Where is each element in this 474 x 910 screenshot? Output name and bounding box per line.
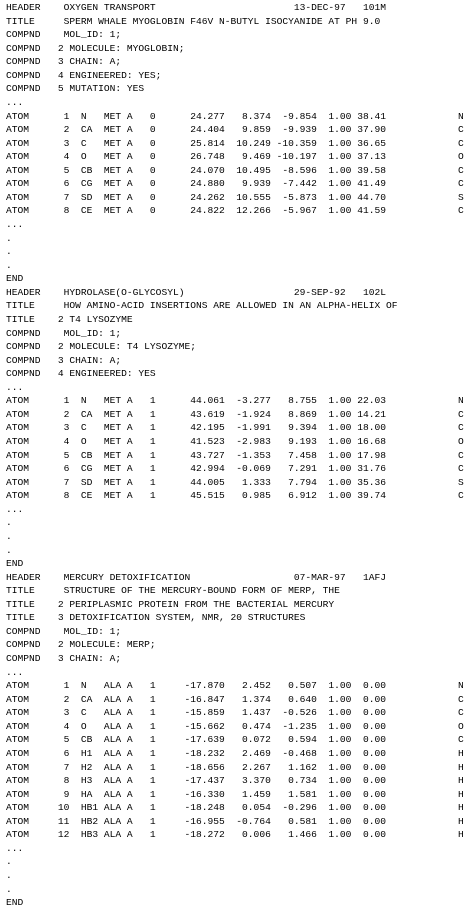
record-line-header [6, 1, 474, 15]
record-text: . [6, 530, 12, 542]
record-line-compnd [6, 28, 474, 42]
record-line-compnd [6, 354, 474, 368]
record-text: ATOM 2 CA ALA A 1 -16.847 1.374 0.640 1.00 0.00 [6, 693, 386, 705]
element-symbol: N [458, 680, 464, 692]
record-line-atom [6, 788, 474, 802]
record-text: HEADER OXYGEN TRANSPORT 13-DEC-97 101M [6, 2, 386, 13]
record-text: ATOM 5 CB MET A 1 43.727 -1.353 7.458 1.00 17.98 [6, 449, 386, 461]
record-line-ellipsis [6, 666, 474, 680]
record-line-end [6, 272, 474, 286]
element-symbol: H [458, 815, 464, 827]
element-symbol: C [458, 463, 464, 475]
record-text: ... [6, 503, 24, 515]
record-line-atom [6, 204, 474, 218]
record-text: ATOM 10 HB1 ALA A 1 -18.248 0.054 -0.296 1.00 0.00 [6, 802, 386, 814]
record-line-atom [6, 408, 474, 422]
element-symbol: C [458, 124, 464, 136]
record-line-compnd [6, 652, 474, 666]
element-symbol: H [458, 775, 464, 787]
record-line-atom [6, 150, 474, 164]
record-line-compnd [6, 69, 474, 83]
record-text: ATOM 4 O MET A 1 41.523 -2.983 9.193 1.00 16.68 [6, 436, 386, 447]
record-text: COMPND MOL_ID: 1; [6, 625, 122, 637]
record-text: COMPND 4 ENGINEERED: YES [6, 368, 156, 380]
record-line-compnd [6, 638, 474, 652]
record-line-ellipsis [6, 869, 474, 883]
record-line-ellipsis [6, 381, 474, 395]
element-symbol: C [458, 164, 464, 176]
element-symbol: C [458, 205, 464, 217]
element-symbol: H [458, 761, 464, 773]
record-line-atom [6, 476, 474, 490]
record-line-atom [6, 394, 474, 408]
element-symbol: H [458, 788, 464, 800]
element-symbol: H [458, 802, 464, 814]
record-line-end [6, 557, 474, 571]
record-text: TITLE HOW AMINO-ACID INSERTIONS ARE ALLOWED IN AN ALPHA-HELIX OF [6, 300, 398, 312]
record-line-atom [6, 693, 474, 707]
record-text: ATOM 3 C MET A 1 42.195 -1.991 9.394 1.00 18.00 [6, 422, 386, 434]
element-symbol: N [458, 395, 464, 407]
record-text: ATOM 2 CA MET A 1 43.619 -1.924 8.869 1.00 14.21 [6, 408, 386, 420]
record-line-atom [6, 706, 474, 720]
record-line-compnd [6, 42, 474, 56]
record-line-compnd [6, 55, 474, 69]
record-text: ATOM 5 CB MET A 0 24.070 10.495 -8.596 1.00 39.58 [6, 164, 386, 176]
record-line-ellipsis [6, 232, 474, 246]
record-line-compnd [6, 327, 474, 341]
record-text: . [6, 883, 12, 895]
record-line-atom [6, 435, 474, 449]
element-symbol: C [458, 707, 464, 719]
record-text: ATOM 6 H1 ALA A 1 -18.232 2.469 -0.468 1.00 0.00 [6, 747, 386, 759]
record-line-atom [6, 761, 474, 775]
record-line-ellipsis [6, 883, 474, 897]
record-line-header [6, 286, 474, 300]
element-symbol: C [458, 449, 464, 461]
record-line-ellipsis [6, 96, 474, 110]
record-line-ellipsis [6, 544, 474, 558]
record-line-atom [6, 449, 474, 463]
record-text: ATOM 8 CE MET A 1 45.515 0.985 6.912 1.00 39.74 [6, 490, 386, 502]
record-line-title [6, 15, 474, 29]
record-text: ... [6, 666, 24, 678]
record-text: COMPND 3 CHAIN: A; [6, 56, 122, 68]
record-text: COMPND 4 ENGINEERED: YES; [6, 69, 162, 81]
record-text: ATOM 7 SD MET A 1 44.005 1.333 7.794 1.00 35.36 [6, 476, 386, 488]
record-line-atom [6, 801, 474, 815]
record-line-ellipsis [6, 218, 474, 232]
element-symbol: C [458, 408, 464, 420]
record-text: HEADER HYDROLASE(O-GLYCOSYL) 29-SEP-92 102L [6, 286, 386, 298]
record-text: . [6, 856, 12, 868]
record-text: ATOM 3 C ALA A 1 -15.859 1.437 -0.526 1.00 0.00 [6, 707, 386, 719]
record-line-atom [6, 462, 474, 476]
record-text: ATOM 6 CG MET A 1 42.994 -0.069 7.291 1.00 31.76 [6, 463, 386, 475]
record-text: ... [6, 381, 24, 393]
record-text: ATOM 2 CA MET A 0 24.404 9.859 -9.939 1.00 37.90 [6, 124, 386, 136]
record-line-ellipsis [6, 530, 474, 544]
record-text: ATOM 8 H3 ALA A 1 -17.437 3.370 0.734 1.00 0.00 [6, 775, 386, 787]
record-text: ATOM 1 N MET A 1 44.061 -3.277 8.755 1.00 22.03 [6, 395, 386, 407]
record-line-title [6, 299, 474, 313]
record-text: . [6, 232, 12, 244]
record-line-atom [6, 679, 474, 693]
record-text: COMPND MOL_ID: 1; [6, 29, 122, 41]
element-symbol: C [458, 137, 464, 149]
record-line-atom [6, 110, 474, 124]
record-text: COMPND 3 CHAIN: A; [6, 653, 122, 664]
record-text: ATOM 1 N MET A 0 24.277 8.374 -9.854 1.00 38.41 [6, 110, 386, 122]
record-line-title [6, 584, 474, 598]
record-text: ATOM 5 CB ALA A 1 -17.639 0.072 0.594 1.00 0.00 [6, 734, 386, 746]
element-symbol: S [458, 476, 464, 488]
record-line-atom [6, 123, 474, 137]
record-text: . [6, 259, 12, 271]
record-line-title [6, 313, 474, 327]
record-line-ellipsis [6, 503, 474, 517]
element-symbol: H [458, 829, 464, 841]
record-text: ATOM 12 HB3 ALA A 1 -18.272 0.006 1.466 1.00 0.00 [6, 829, 386, 841]
record-line-atom [6, 828, 474, 842]
record-text: END [6, 897, 24, 909]
element-symbol: N [458, 110, 464, 122]
record-line-atom [6, 774, 474, 788]
record-line-atom [6, 421, 474, 435]
record-line-title [6, 598, 474, 612]
record-text: ATOM 9 HA ALA A 1 -16.330 1.459 1.581 1.00 0.00 [6, 788, 386, 800]
element-symbol: C [458, 734, 464, 746]
record-text: ... [6, 842, 24, 854]
record-line-atom [6, 177, 474, 191]
record-line-compnd [6, 367, 474, 381]
record-text: TITLE 2 T4 LYSOZYME [6, 313, 133, 325]
record-text: ATOM 4 O MET A 0 26.748 9.469 -10.197 1.00 37.13 [6, 151, 386, 163]
record-text: ATOM 6 CG MET A 0 24.880 9.939 -7.442 1.00 41.49 [6, 178, 386, 190]
record-text: ATOM 7 H2 ALA A 1 -18.656 2.267 1.162 1.00 0.00 [6, 761, 386, 773]
element-symbol: O [458, 151, 464, 163]
record-text: COMPND 2 MOLECULE: T4 LYSOZYME; [6, 341, 196, 353]
record-line-atom [6, 815, 474, 829]
record-text: . [6, 517, 12, 529]
record-text: ATOM 3 C MET A 0 25.814 10.249 -10.359 1.00 36.65 [6, 137, 386, 149]
record-text: HEADER MERCURY DETOXIFICATION 07-MAR-97 1AFJ [6, 571, 386, 583]
record-line-header [6, 571, 474, 585]
record-text: ... [6, 96, 24, 108]
record-text: COMPND MOL_ID: 1; [6, 327, 122, 339]
record-line-end [6, 896, 474, 910]
record-line-ellipsis [6, 842, 474, 856]
record-line-atom [6, 747, 474, 761]
record-line-ellipsis [6, 245, 474, 259]
element-symbol: C [458, 693, 464, 705]
record-line-atom [6, 137, 474, 151]
record-text: ... [6, 219, 24, 230]
record-line-compnd [6, 82, 474, 96]
record-text: TITLE 2 PERIPLASMIC PROTEIN FROM THE BACTERIAL MERCURY [6, 598, 335, 610]
record-line-atom [6, 191, 474, 205]
record-line-ellipsis [6, 259, 474, 273]
element-symbol: C [458, 490, 464, 502]
element-symbol: O [458, 436, 464, 447]
record-line-atom [6, 720, 474, 734]
record-text: TITLE SPERM WHALE MYOGLOBIN F46V N-BUTYL ISOCYANIDE AT PH 9.0 [6, 15, 381, 27]
record-line-atom [6, 164, 474, 178]
record-text: TITLE STRUCTURE OF THE MERCURY-BOUND FORM OF MERP, THE [6, 585, 340, 597]
element-symbol: O [458, 720, 464, 732]
element-symbol: C [458, 422, 464, 434]
element-symbol: H [458, 747, 464, 759]
record-text: . [6, 246, 12, 258]
record-text: END [6, 558, 24, 570]
record-text: ATOM 7 SD MET A 0 24.262 10.555 -5.873 1.00 44.70 [6, 191, 386, 203]
record-text: ATOM 4 O ALA A 1 -15.662 0.474 -1.235 1.00 0.00 [6, 720, 386, 732]
record-line-title [6, 611, 474, 625]
record-line-compnd [6, 340, 474, 354]
record-text: . [6, 544, 12, 556]
record-text: . [6, 870, 12, 881]
record-text: COMPND 2 MOLECULE: MYOGLOBIN; [6, 42, 185, 54]
element-symbol: S [458, 191, 464, 203]
record-text: END [6, 273, 24, 285]
record-text: TITLE 3 DETOXIFICATION SYSTEM, NMR, 20 STRUCTURES [6, 612, 306, 624]
record-line-ellipsis [6, 516, 474, 530]
record-text: ATOM 1 N ALA A 1 -17.870 2.452 0.507 1.00 0.00 [6, 680, 386, 692]
record-text: ATOM 11 HB2 ALA A 1 -16.955 -0.764 0.581 1.00 0.00 [6, 815, 386, 827]
record-text: COMPND 3 CHAIN: A; [6, 354, 122, 366]
element-symbol: C [458, 178, 464, 190]
record-text: ATOM 8 CE MET A 0 24.822 12.266 -5.967 1.00 41.59 [6, 205, 386, 217]
record-line-atom [6, 733, 474, 747]
record-line-atom [6, 489, 474, 503]
record-line-compnd [6, 625, 474, 639]
record-text: COMPND 2 MOLECULE: MERP; [6, 639, 156, 651]
record-line-ellipsis [6, 855, 474, 869]
record-text: COMPND 5 MUTATION: YES [6, 83, 145, 95]
